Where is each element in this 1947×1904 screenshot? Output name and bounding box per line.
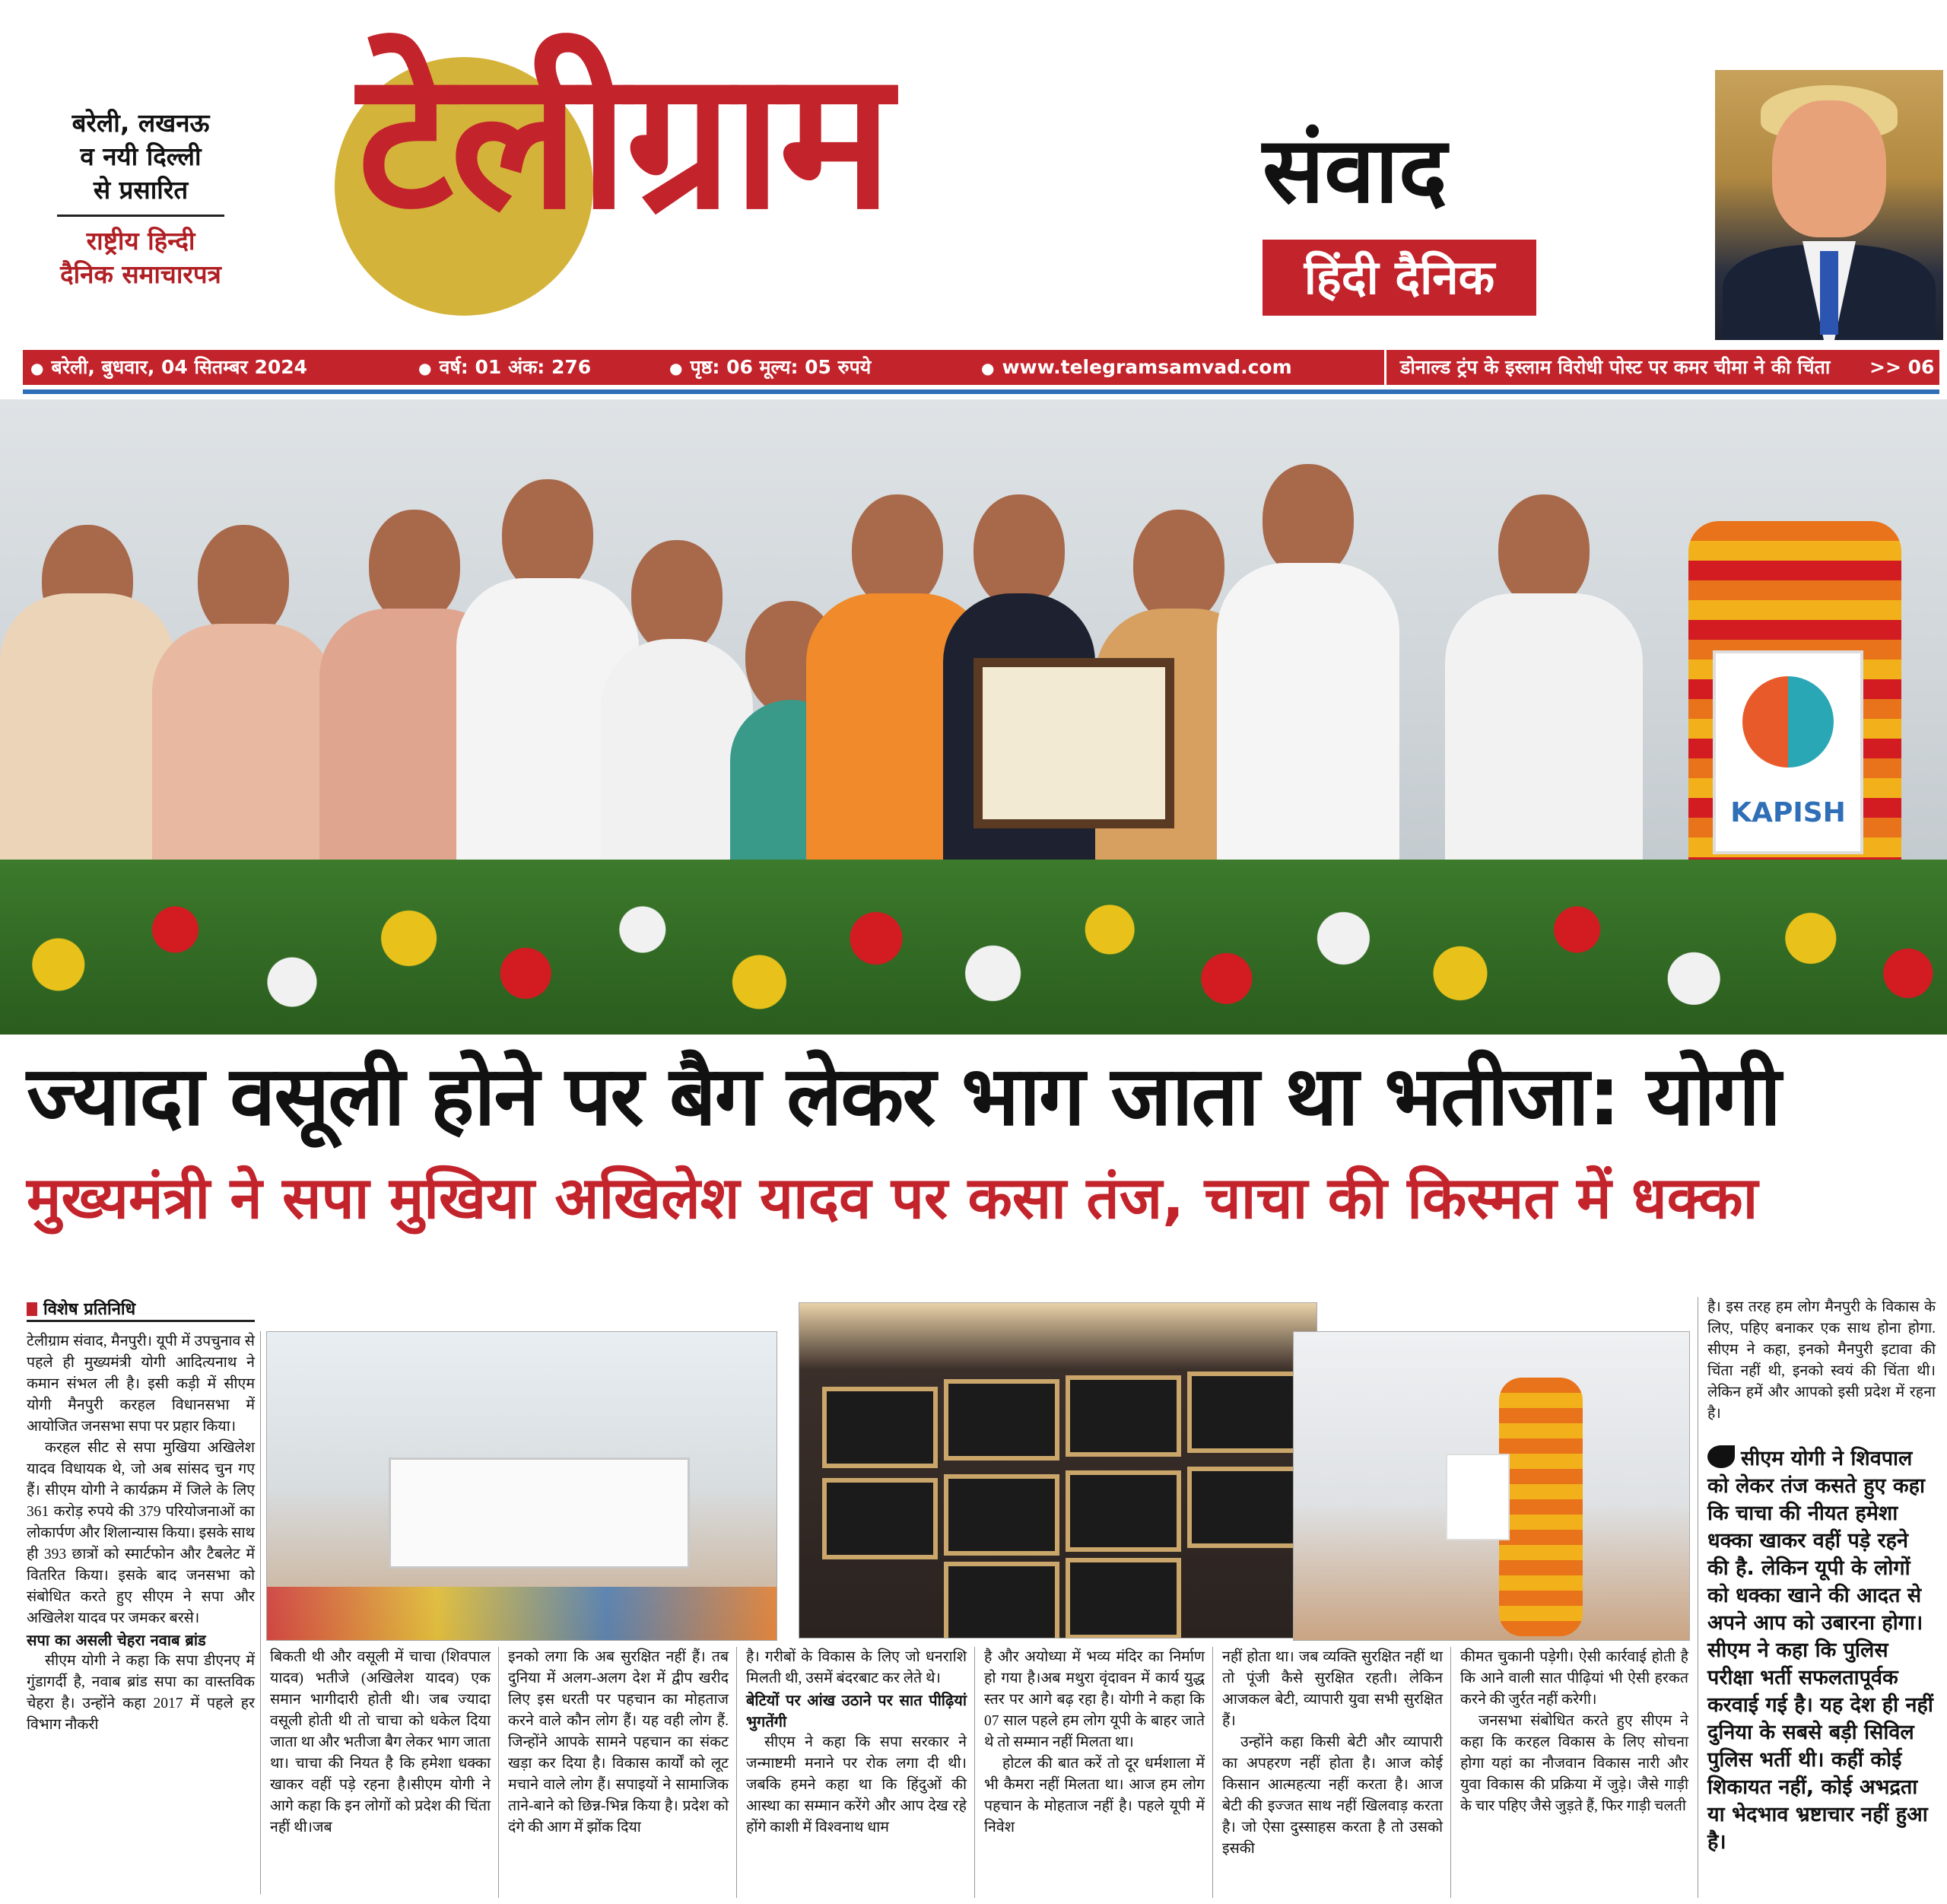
issue-date: ● बरेली, बुधवार, 04 सितम्बर 2024: [30, 350, 307, 386]
article-column-4: [746, 1647, 967, 1839]
masthead-rule: [23, 389, 1939, 394]
section-subheading: बेटियों पर आंख उठाने पर सात पीढ़ियां भुगतेंगी: [746, 1691, 967, 1731]
masthead: [0, 0, 1947, 342]
brand-board-text: KAPISH: [1730, 797, 1846, 828]
foundation-plaque: [944, 1562, 1059, 1639]
foundation-plaque: [1066, 1470, 1181, 1552]
ceremonial-cheque: [389, 1457, 690, 1569]
paragraph: नहीं होता था। जब व्यक्ति सुरक्षित नहीं था तो पूंजी कैसे सुरक्षित रहती। लेकिन आजकल बेटी, व्यापारी युवा सभी सुरक्षित हैं।: [1222, 1649, 1443, 1729]
event-photo-stage: [1293, 1331, 1690, 1641]
column-divider: [1212, 1647, 1213, 1898]
byline-rule: [27, 1320, 255, 1322]
column-divider: [498, 1647, 499, 1898]
stage-garland: [1499, 1378, 1583, 1636]
paragraph: है। इस तरह हम लोग मैनपुरी के विकास के लिए, पहिए बनाकर एक साथ होना होगा. सीएम ने कहा, इनको मैनपुरी इटावा की चिंता नहीं थी, इनको स्वयं की चिंता थी। लेकिन हमें और आपको इसी प्रदेश में रहना है।: [1707, 1299, 1936, 1422]
foundation-plaque: [1066, 1375, 1181, 1457]
foundation-plaque: [944, 1379, 1059, 1461]
paragraph: सीएम योगी ने कहा कि सपा डीएनए में गुंडागर्दी है, नवाब ब्रांड सपा का वास्तविक चेहरा है। उन्होंने कहा 2017 में पहले हर विभाग नौकरी: [27, 1653, 255, 1733]
foundation-plaque: [822, 1387, 938, 1468]
framed-certificate: [974, 658, 1174, 828]
daily-badge: हिंदी दैनिक: [1263, 240, 1536, 316]
event-photo-cheque: [266, 1331, 777, 1641]
article-column-3: [508, 1647, 729, 1839]
photo-person: [1217, 464, 1399, 920]
paragraph: है और अयोध्या में भव्य मंदिर का निर्माण हो गया है।अब मथुरा वृंदावन में कार्य युद्ध स्तर पर आगे बढ़ रहा है। योगी ने कहा कि 07 साल पहले हम लोग यूपी के बाहर जाते थे तो सम्मान नहीं मिलता था।: [984, 1649, 1205, 1750]
main-news-photo: [0, 399, 1947, 1035]
main-headline[interactable]: ज्यादा वसूली होने पर बैग लेकर भाग जाता था भतीजा: योगी: [27, 1049, 1780, 1144]
edition-line-3: से प्रसारित: [93, 175, 189, 205]
paragraph: कीमत चुकानी पड़ेगी। ऐसी कार्रवाई होती है कि आने वाली सात पीढ़ियां भी ऐसी हरकत करने की जुर्रत नहीं करेगी।: [1460, 1649, 1688, 1708]
section-subheading: सपा का असली चेहरा नवाब ब्रांड: [27, 1631, 206, 1649]
article-column-7: [1460, 1647, 1688, 1817]
teaser-headline[interactable]: डोनाल्ड ट्रंप के इस्लाम विरोधी पोस्ट पर कमर चीमा ने की चिंता: [1400, 356, 1831, 378]
paragraph: बिकती थी और वसूली में चाचा (शिवपाल यादव) भतीजे (अखिलेश यादव) एक समान भागीदारी होती थी। जब ज्यादा वसूली होती थी तो चाचा को धकेल दिया जाता था और भतीजा बैग लेकर भाग जाता था। चाचा की नियत है कि हमेशा धक्का खाकर वहीं पड़े रहना है।सीएम योगी ने आगे कहा कि इन लोगों को प्रदेश की चिंता नहीं थी।जब: [270, 1649, 491, 1836]
photo-band: [267, 1587, 777, 1640]
foundation-plaque: [1066, 1558, 1181, 1639]
edition-badge: [30, 106, 251, 291]
foundation-plaque: [822, 1478, 938, 1559]
paragraph: करहल सीट से सपा मुखिया अखिलेश यादव विधायक थे, जो अब सांसद चुन गए हैं। सीएम योगी ने कार्यक्रम में जिले के लिए 361 करोड़ रुपये की 379 परियोजनाओं का लोकार्पण और शिलान्यास किया। इसके साथ ही 393 छात्रों को स्मार्टफोन और टैबलेट में वितरित किया। इसके बाद जनसभा को संबोधित करते हुए सीएम ने सपा और अखिलेश यादव पर जमकर बरसे।: [27, 1440, 255, 1626]
sub-headline: मुख्यमंत्री ने सपा मुखिया अखिलेश यादव पर कसा तंज, चाचा की किस्मत में धक्का: [27, 1164, 1758, 1232]
quote-mark-icon: [1707, 1445, 1735, 1468]
paragraph: टेलीग्राम संवाद, मैनपुरी। यूपी में उपचुनाव से पहले ही मुख्यमंत्री योगी आदित्यनाथ ने कमान संभल ली है। इसी कड़ी में सीएम योगी मैनपुरी करहल विधानसभा में आयोजित जनसभा सपा पर प्रहार किया।: [27, 1333, 255, 1435]
foundation-plaque: [1187, 1467, 1303, 1548]
info-bar: [23, 350, 1939, 385]
paragraph: सीएम ने कहा कि सपा सरकार ने जन्माष्टमी मनाने पर रोक लगा दी थी। जबकि हमने कहा था कि हिंदुओं की आस्था का सम्मान करेंगे और आप देख रहे होंगे काशी में विश्वनाथ धाम: [746, 1734, 967, 1836]
article-column-2: [270, 1647, 491, 1839]
paper-type-line-1: राष्ट्रीय हिन्दी: [86, 226, 195, 256]
portrait-tie: [1820, 251, 1838, 335]
paragraph: जनसभा संबोधित करते हुए सीएम ने कहा कि करहल विकास के लिए सोचना होगा यहां का नौजवान विकास नारी और युवा विकास की प्रक्रिया में जुड़े। जैसे गाड़ी के चार पहिए जैसे जुड़ते हैं, फिर गाड़ी चलती: [1460, 1713, 1688, 1814]
teaser-page-ref[interactable]: >> 06: [1869, 356, 1935, 378]
edition-line-2: व नयी दिल्ली: [80, 141, 202, 171]
brand-logo-icon: [1742, 676, 1834, 768]
article-column-5: [984, 1647, 1205, 1839]
paragraph: उन्होंने कहा किसी बेटी और व्यापारी का अपहरण नहीं होता है। आज कोई किसान आत्महत्या नहीं करता है। आज बेटी की इज्जत साथ नहीं खिलवाड़ करता है। जो ऐसा दुस्साहस करता है तो उसको इसकी: [1222, 1734, 1443, 1857]
paper-type-line-2: दैनिक समाचारपत्र: [60, 259, 221, 289]
flower-arrangement: [0, 860, 1947, 1035]
portrait-face: [1772, 100, 1886, 237]
article-column-6: [1222, 1647, 1443, 1860]
article-column-8: [1707, 1297, 1936, 1425]
column-divider: [1450, 1647, 1451, 1898]
column-divider: [974, 1647, 975, 1898]
pull-quote-text: सीएम योगी ने शिवपाल को लेकर तंज कसते हुए कहा कि चाचा की नीयत हमेशा धक्का खाकर वहीं पड़े रहने की है. लेकिन यूपी के लोगों को धक्का खाने की आदत से अपने आप को उबारना होगा। सीएम ने कहा कि पुलिस परीक्षा भर्ती सफलतापूर्वक करवाई गई है। यह देश ही नहीं दुनिया के सबसे बड़ी सिविल पुलिस भर्ती थी। कहीं कोई शिकायत नहीं, कोई अभद्रता या भेदभाव भ्रष्टाचार नहीं हुआ है।: [1707, 1447, 1933, 1854]
teaser-portrait-photo: [1715, 70, 1943, 340]
stage-brand-board: [1446, 1454, 1510, 1540]
event-photo-plaques: [799, 1302, 1317, 1639]
foundation-plaque: [1187, 1372, 1303, 1453]
photo-person: [1445, 494, 1643, 920]
paragraph: होटल की बात करें तो दूर धर्मशाला में भी कैमरा नहीं मिलता था। आज हम लोग पहचान के मोहताज नहीं है। पहले यूपी में निवेश: [984, 1756, 1205, 1836]
byline: विशेष प्रतिनिधि: [27, 1297, 135, 1320]
edition-divider: [57, 215, 224, 217]
newspaper-title: टेलीग्राम: [357, 30, 890, 251]
website-link[interactable]: ● www.telegramsamvad.com: [981, 350, 1292, 386]
photo-person: [0, 494, 175, 920]
paragraph: है। गरीबों के विकास के लिए जो धनराशि मिलती थी, उसमें बंदरबाट कर लेते थे।: [746, 1649, 967, 1686]
brand-board: [1713, 650, 1863, 854]
column-divider: [736, 1647, 737, 1898]
article-column-1: [27, 1331, 255, 1736]
teaser-box[interactable]: [1384, 350, 1942, 385]
issue-volume: ● वर्ष: 01 अंक: 276: [418, 350, 591, 386]
column-divider: [260, 1331, 261, 1894]
newspaper-title-sub: संवाद: [1263, 118, 1447, 224]
foundation-plaque: [944, 1474, 1059, 1556]
paragraph: इनको लगा कि अब सुरक्षित नहीं हैं। तब दुनिया में अलग-अलग देश में द्वीप खरीद लिए इस धरती पर पहचान का मोहताज करने वाले कौन लोग हैं। यह वही लोग हैं. जिन्होंने आपके सामने पहचान का संकट खड़ा कर दिया है। विकास कार्यों को लूट मचाने वाले लोग हैं। सपाइयों ने सामाजिक ताने-बाने को छिन्न-भिन्न किया है। प्रदेश को दंगे की आग में झोंक दिया: [508, 1649, 729, 1836]
pull-quote: [1707, 1445, 1936, 1856]
edition-line-1: बरेली, लखनऊ: [71, 108, 210, 138]
pages-price: ● पृष्ठ: 06 मूल्य: 05 रुपये: [669, 350, 871, 386]
